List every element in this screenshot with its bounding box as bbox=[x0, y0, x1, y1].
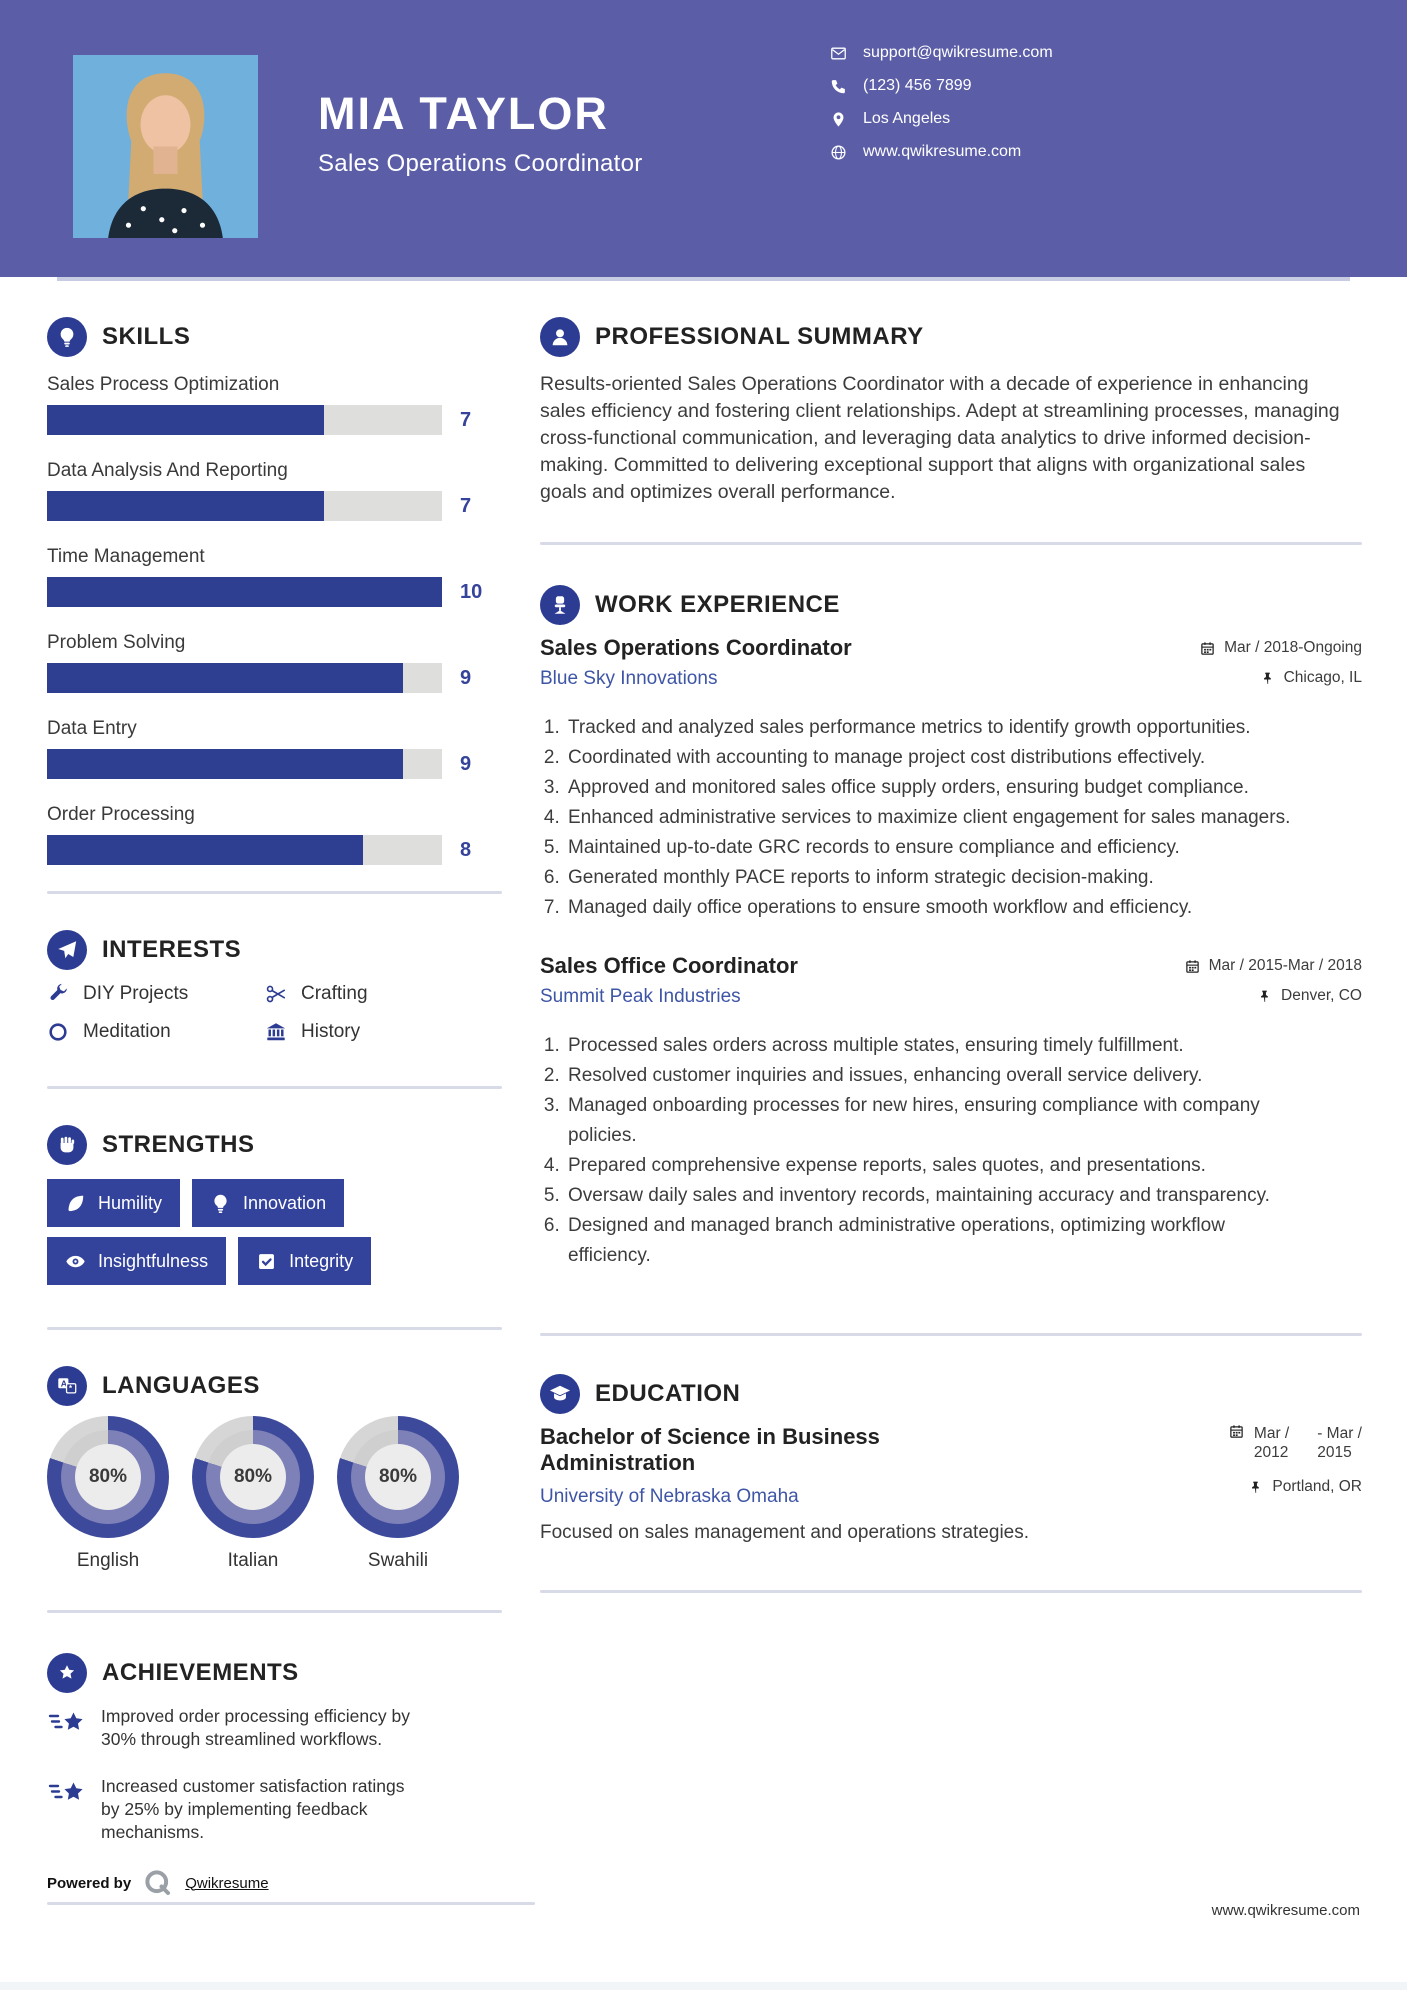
strength-badge bbox=[238, 1237, 371, 1285]
strength-badge bbox=[47, 1179, 180, 1227]
job-bullet: 5. Maintained up-to-date GRC records to ensure compliance and efficiency. bbox=[565, 833, 1295, 863]
calendar-icon bbox=[1229, 1424, 1244, 1439]
job-bullet: 2. Resolved customer inquiries and issues, enhancing overall service delivery. bbox=[565, 1061, 1295, 1091]
interest-label: History bbox=[301, 1021, 361, 1042]
skill-label: Problem Solving bbox=[47, 632, 186, 653]
job-bullet: 7. Managed daily office operations to ensure smooth workflow and efficiency. bbox=[565, 893, 1295, 923]
job-bullet: 6. Generated monthly PACE reports to inform strategic decision-making. bbox=[565, 863, 1295, 893]
language-percent: 80% bbox=[75, 1444, 141, 1510]
paper-plane-icon bbox=[56, 939, 78, 961]
contact-block bbox=[830, 42, 1053, 174]
contact-item[interactable] bbox=[830, 141, 1053, 163]
languages-list bbox=[47, 1416, 502, 1572]
profile-photo bbox=[73, 55, 258, 238]
job-bullet: 5. Oversaw daily sales and inventory records, maintaining accuracy and transparency. bbox=[565, 1181, 1295, 1211]
achievement-item bbox=[47, 1775, 502, 1844]
school-link[interactable]: University of Nebraska Omaha bbox=[540, 1486, 799, 1507]
section-divider bbox=[47, 891, 502, 894]
skill-value: 7 bbox=[460, 494, 472, 517]
education-section-header bbox=[540, 1374, 1362, 1414]
bulb-icon bbox=[210, 1193, 231, 1214]
right-column bbox=[540, 277, 1362, 1593]
language-name: Swahili bbox=[367, 1550, 429, 1571]
location-pin-icon bbox=[830, 111, 847, 128]
shooting-star-icon bbox=[47, 1777, 87, 1811]
job-bullet: 3. Approved and monitored sales office supply orders, ensuring budget compliance. bbox=[565, 773, 1295, 803]
left-column bbox=[47, 277, 502, 1905]
job-bullet-list bbox=[565, 713, 1295, 923]
phone-icon bbox=[830, 78, 847, 95]
calendar-icon bbox=[1200, 641, 1215, 656]
skill-value: 9 bbox=[460, 752, 472, 775]
language-percent: 80% bbox=[365, 1444, 431, 1510]
achievement-item bbox=[47, 1705, 502, 1751]
job-location: Chicago, IL bbox=[1283, 669, 1362, 686]
skill-label: Data Entry bbox=[47, 718, 137, 739]
skill-bar-track bbox=[47, 405, 442, 435]
interest-label: DIY Projects bbox=[83, 983, 189, 1004]
language-donut bbox=[337, 1416, 459, 1538]
contact-text: Los Angeles bbox=[863, 110, 951, 127]
language-name: English bbox=[76, 1550, 140, 1571]
skill-value: 7 bbox=[460, 408, 472, 431]
summary-section-header bbox=[540, 317, 1362, 357]
education-dates bbox=[1229, 1424, 1362, 1462]
achievement-text: Increased customer satisfaction ratings by 25% by implementing feedback mechanisms. bbox=[101, 1776, 405, 1842]
graduate-icon bbox=[549, 1383, 571, 1405]
skill-label: Time Management bbox=[47, 546, 205, 567]
job-company-link[interactable]: Blue Sky Innovations bbox=[540, 668, 718, 689]
interests-list bbox=[47, 980, 502, 1046]
pushpin-icon bbox=[1260, 671, 1275, 686]
section-divider bbox=[540, 542, 1362, 545]
leaf-icon bbox=[65, 1193, 86, 1214]
edu-date-end-top: - Mar / bbox=[1317, 1425, 1362, 1442]
interest-label: Meditation bbox=[83, 1021, 171, 1042]
globe-icon bbox=[830, 144, 847, 161]
calendar-icon bbox=[1185, 959, 1200, 974]
strengths-heading: STRENGTHS bbox=[102, 1131, 255, 1158]
skill-bar-track bbox=[47, 663, 442, 693]
museum-icon bbox=[265, 1021, 287, 1043]
strength-label: Humility bbox=[98, 1192, 163, 1213]
language-name: Italian bbox=[227, 1550, 279, 1571]
achievements-heading: ACHIEVEMENTS bbox=[102, 1659, 299, 1686]
job-dates: Mar / 2015-Mar / 2018 bbox=[1208, 957, 1362, 974]
strength-label: Innovation bbox=[243, 1192, 327, 1213]
wrench-icon bbox=[47, 983, 69, 1005]
skill-bar-fill bbox=[47, 491, 324, 521]
strength-badge bbox=[47, 1237, 226, 1285]
skill-bar-fill bbox=[47, 405, 324, 435]
bulb-icon bbox=[56, 326, 78, 348]
skill-item bbox=[47, 459, 502, 521]
shooting-star-icon bbox=[47, 1707, 87, 1741]
header-identity bbox=[318, 88, 643, 178]
contact-text: support@qwikresume.com bbox=[863, 44, 1053, 61]
job-location: Denver, CO bbox=[1281, 987, 1362, 1004]
person-title: Sales Operations Coordinator bbox=[318, 150, 643, 177]
job-company-link[interactable]: Summit Peak Industries bbox=[540, 986, 741, 1007]
experience-heading: WORK EXPERIENCE bbox=[595, 591, 840, 618]
person-icon bbox=[549, 326, 571, 348]
eye-icon bbox=[65, 1251, 86, 1272]
translate-icon bbox=[56, 1375, 78, 1397]
achievement-text: Improved order processing efficiency by 30% through streamlined workflows. bbox=[101, 1706, 410, 1749]
interest-item bbox=[47, 1018, 265, 1046]
contact-item[interactable] bbox=[830, 108, 1053, 130]
skill-bar-track bbox=[47, 577, 442, 607]
job-bullet-list bbox=[565, 1031, 1295, 1271]
skill-bar-track bbox=[47, 835, 442, 865]
experience-section-header bbox=[540, 585, 1362, 625]
circle-icon bbox=[47, 1021, 69, 1043]
powered-by-row bbox=[47, 1868, 502, 1898]
skill-bar-track bbox=[47, 749, 442, 779]
language-percent: 80% bbox=[220, 1444, 286, 1510]
skills-heading: SKILLS bbox=[102, 323, 191, 350]
skill-item bbox=[47, 803, 502, 865]
skill-value: 8 bbox=[460, 838, 472, 861]
office-chair-icon bbox=[549, 594, 571, 616]
checkbox-icon bbox=[256, 1251, 277, 1272]
job-bullet: 3. Managed onboarding processes for new hires, ensuring compliance with company policies. bbox=[565, 1091, 1295, 1151]
education-location: Portland, OR bbox=[1272, 1478, 1362, 1495]
medal-star-icon bbox=[56, 1662, 78, 1684]
skill-label: Order Processing bbox=[47, 804, 195, 825]
skill-label: Sales Process Optimization bbox=[47, 374, 280, 395]
job-bullet: 4. Enhanced administrative services to maximize client engagement for sales managers. bbox=[565, 803, 1295, 833]
job-title: Sales Operations Coordinator bbox=[540, 635, 852, 660]
section-divider bbox=[47, 1086, 502, 1089]
education-note: Focused on sales management and operations strategies. bbox=[540, 1522, 1030, 1543]
contact-item[interactable] bbox=[830, 75, 1053, 97]
section-divider bbox=[47, 1610, 502, 1613]
section-divider bbox=[540, 1590, 1362, 1593]
strength-label: Insightfulness bbox=[98, 1250, 209, 1271]
pushpin-icon bbox=[1248, 1480, 1263, 1495]
skill-value: 10 bbox=[460, 580, 483, 603]
interest-label: Crafting bbox=[301, 983, 368, 1004]
language-item bbox=[47, 1416, 169, 1572]
bottom-strip bbox=[0, 1982, 1407, 1990]
contact-item[interactable] bbox=[830, 42, 1053, 64]
footer-divider bbox=[47, 1902, 535, 1905]
skill-item bbox=[47, 631, 502, 693]
skill-bar-fill bbox=[47, 749, 403, 779]
summary-heading: PROFESSIONAL SUMMARY bbox=[595, 323, 924, 350]
job-title: Sales Office Coordinator bbox=[540, 953, 798, 978]
skill-bar-fill bbox=[47, 835, 363, 865]
job-bullet: 6. Designed and managed branch administrative operations, optimizing workflow efficiency. bbox=[565, 1211, 1295, 1271]
job-bullet: 2. Coordinated with accounting to manage project cost distributions effectively. bbox=[565, 743, 1295, 773]
pushpin-icon bbox=[1257, 989, 1272, 1004]
interest-item bbox=[265, 1018, 483, 1046]
edu-date-start-top: Mar / bbox=[1253, 1425, 1290, 1442]
skill-bar-fill bbox=[47, 577, 442, 607]
header-banner bbox=[0, 0, 1407, 277]
strength-badge bbox=[192, 1179, 344, 1227]
fist-icon bbox=[56, 1134, 78, 1156]
contact-text: www.qwikresume.com bbox=[863, 143, 1022, 160]
person-name: MIA TAYLOR bbox=[318, 88, 609, 139]
language-donut bbox=[47, 1416, 169, 1538]
skill-bar-track bbox=[47, 491, 442, 521]
degree-title: Bachelor of Science in Business Administration bbox=[540, 1424, 880, 1475]
strengths-section-header bbox=[47, 1125, 502, 1165]
job-dates: Mar / 2018-Ongoing bbox=[1224, 639, 1362, 656]
qwikresume-logo-icon bbox=[143, 1868, 173, 1898]
interests-heading: INTERESTS bbox=[102, 936, 242, 963]
skill-value: 9 bbox=[460, 666, 472, 689]
skill-bar-fill bbox=[47, 663, 403, 693]
strength-label: Integrity bbox=[289, 1250, 354, 1271]
language-donut bbox=[192, 1416, 314, 1538]
envelope-icon bbox=[830, 45, 847, 62]
job-bullet: 4. Prepared comprehensive expense reports, sales quotes, and presentations. bbox=[565, 1151, 1295, 1181]
section-divider bbox=[540, 1333, 1362, 1336]
achievements-list bbox=[47, 1705, 502, 1844]
skill-item bbox=[47, 373, 502, 435]
languages-section-header bbox=[47, 1366, 502, 1406]
qwikresume-link[interactable]: Qwikresume bbox=[185, 1874, 269, 1892]
languages-heading: LANGUAGES bbox=[102, 1372, 260, 1399]
skill-item bbox=[47, 717, 502, 779]
powered-by-label: Powered by bbox=[47, 1874, 132, 1892]
language-item bbox=[192, 1416, 314, 1572]
contact-text: (123) 456 7899 bbox=[863, 77, 972, 94]
scissors-icon bbox=[265, 983, 287, 1005]
language-item bbox=[337, 1416, 459, 1572]
summary-text: Results-oriented Sales Operations Coordinator with a decade of experience in enhancing sales efficiency and fostering client relationships. Adept at streamlining processes, managing cross-functional communication, and leveraging data analytics to drive informed decision-making. Committed to delivering exceptional support that aligns with organizational sales goals and optimizes overall performance. bbox=[540, 373, 1340, 503]
interests-section-header bbox=[47, 930, 502, 970]
skills-section-header bbox=[47, 317, 502, 357]
section-divider bbox=[47, 1327, 502, 1330]
job-bullet: 1. Processed sales orders across multiple states, ensuring timely fulfillment. bbox=[565, 1031, 1295, 1061]
interest-item bbox=[47, 980, 265, 1008]
website-link[interactable]: www.qwikresume.com bbox=[1211, 1902, 1360, 1919]
job-entry bbox=[540, 953, 1362, 1271]
achievements-section-header bbox=[47, 1653, 502, 1693]
skill-item bbox=[47, 545, 502, 607]
job-entry bbox=[540, 635, 1362, 923]
education-heading: EDUCATION bbox=[595, 1380, 741, 1407]
edu-date-end-bottom: 2015 bbox=[1317, 1444, 1352, 1461]
job-bullet: 1. Tracked and analyzed sales performance metrics to identify growth opportunities. bbox=[565, 713, 1295, 743]
strengths-list bbox=[47, 1179, 487, 1285]
skills-list bbox=[47, 373, 502, 865]
interest-item bbox=[265, 980, 483, 1008]
edu-date-start-bottom: 2012 bbox=[1253, 1444, 1289, 1461]
skill-label: Data Analysis And Reporting bbox=[47, 460, 288, 481]
